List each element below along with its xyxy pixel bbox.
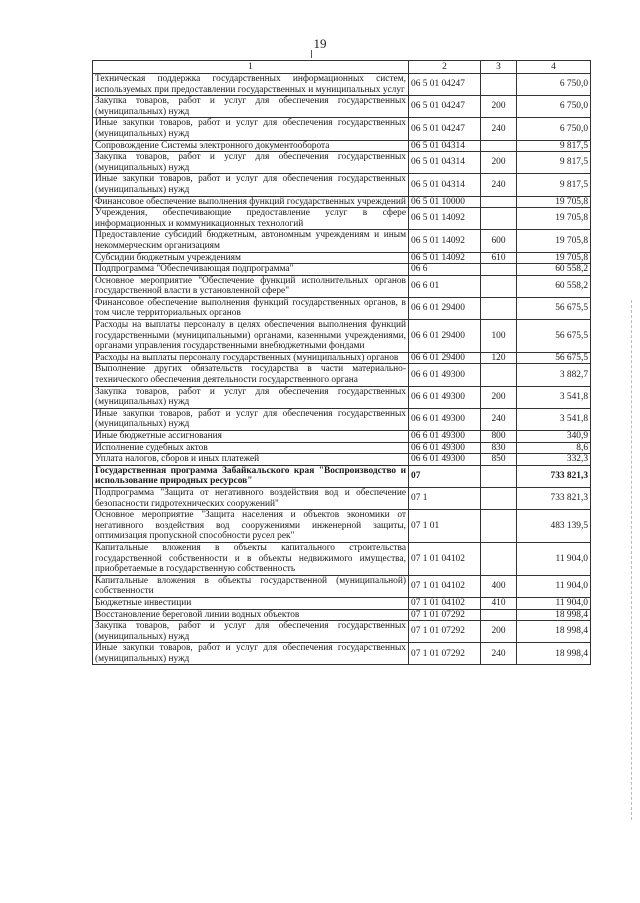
row-vr-cell: 240 [481, 118, 517, 140]
row-vr-cell [481, 609, 517, 621]
row-code-cell: 06 6 [409, 264, 481, 276]
row-sum-cell: 340,9 [517, 431, 591, 443]
row-sum-cell: 19 705,8 [517, 230, 591, 252]
table-row [93, 140, 591, 152]
row-sum-cell: 733 821,3 [517, 487, 591, 509]
table-row [93, 320, 591, 353]
row-code-cell: 06 6 01 49300 [409, 386, 481, 408]
row-sum-cell: 3 541,8 [517, 408, 591, 430]
row-vr-cell [481, 487, 517, 509]
row-code-cell: 07 1 01 07292 [409, 621, 481, 643]
row-name-cell: Иные закупки товаров, работ и услуг для обеспечения государственных (муниципальных) нужд [93, 174, 409, 196]
row-vr-cell: 240 [481, 174, 517, 196]
row-vr-cell [481, 196, 517, 208]
row-code-cell: 06 6 01 49300 [409, 431, 481, 443]
table-row [93, 264, 591, 276]
row-vr-cell: 200 [481, 621, 517, 643]
row-code-cell: 06 5 01 14092 [409, 252, 481, 264]
row-name-cell: Закупка товаров, работ и услуг для обеспечения государственных (муниципальных) нужд [93, 621, 409, 643]
row-code-cell: 06 6 01 29400 [409, 352, 481, 364]
row-vr-cell: 400 [481, 575, 517, 597]
table-row [93, 487, 591, 509]
row-name-cell: Учреждения, обеспечивающие предоставление услуг в сфере информационных и коммуникационных технологий [93, 208, 409, 230]
row-sum-cell: 56 675,5 [517, 320, 591, 353]
table-row [93, 364, 591, 386]
row-vr-cell: 100 [481, 320, 517, 353]
row-sum-cell: 19 705,8 [517, 208, 591, 230]
header-vr-column: 3 [481, 61, 517, 74]
row-code-cell: 06 5 01 04247 [409, 96, 481, 118]
row-name-cell: Расходы на выплаты персоналу в целях обеспечения выполнения функций государственными (муниципальными) органами, казенными учреждениями, органами управления государственными внебюджетными фондами [93, 320, 409, 353]
row-code-cell: 06 5 01 14092 [409, 208, 481, 230]
table-row [93, 196, 591, 208]
row-code-cell: 07 [409, 465, 481, 487]
table-row [93, 297, 591, 319]
table-row [93, 174, 591, 196]
row-code-cell: 07 1 01 04102 [409, 575, 481, 597]
row-name-cell: Финансовое обеспечение выполнения функций государственных учреждений [93, 196, 409, 208]
row-sum-cell: 18 998,4 [517, 643, 591, 665]
page-binding-mark [311, 50, 312, 58]
row-code-cell: 07 1 01 07292 [409, 643, 481, 665]
row-name-cell: Иные закупки товаров, работ и услуг для обеспечения государственных (муниципальных) нужд [93, 408, 409, 430]
table-row [93, 609, 591, 621]
row-sum-cell: 6 750,0 [517, 118, 591, 140]
table-row [93, 230, 591, 252]
row-sum-cell: 60 558,2 [517, 275, 591, 297]
row-vr-cell [481, 74, 517, 96]
scan-edge-marks [630, 300, 632, 820]
row-name-cell: Основное мероприятие "Обеспечение функций исполнительных органов государственной власти в установленной сфере" [93, 275, 409, 297]
row-name-cell: Субсидии бюджетным учреждениям [93, 252, 409, 264]
table-row [93, 643, 591, 665]
table-body [93, 74, 591, 665]
row-code-cell: 06 6 01 49300 [409, 408, 481, 430]
row-vr-cell: 200 [481, 152, 517, 174]
table-row [93, 352, 591, 364]
table-row [93, 252, 591, 264]
row-sum-cell: 19 705,8 [517, 196, 591, 208]
table-row [93, 96, 591, 118]
row-code-cell: 06 6 01 49300 [409, 364, 481, 386]
row-name-cell: Выполнение других обязательств государства в части материально-технического обеспечения деятельности государственного органа [93, 364, 409, 386]
row-name-cell: Восстановление береговой линии водных объектов [93, 609, 409, 621]
page-number: 19 [313, 36, 327, 51]
row-name-cell: Исполнение судебных актов [93, 442, 409, 454]
row-vr-cell: 120 [481, 352, 517, 364]
row-sum-cell: 332,3 [517, 454, 591, 466]
row-name-cell: Капитальные вложения в объекты капитального строительства государственной собственности и в объекты недвижимого имущества, приобретаемые в государственную собственность [93, 542, 409, 575]
row-vr-cell: 600 [481, 230, 517, 252]
row-name-cell: Предоставление субсидий бюджетным, автономным учреждениям и иным некоммерческим организациям [93, 230, 409, 252]
row-sum-cell: 8,6 [517, 442, 591, 454]
row-vr-cell: 410 [481, 597, 517, 609]
table-row [93, 74, 591, 96]
row-vr-cell: 610 [481, 252, 517, 264]
row-sum-cell: 6 750,0 [517, 74, 591, 96]
row-code-cell: 06 5 01 04314 [409, 174, 481, 196]
row-code-cell: 06 6 01 49300 [409, 442, 481, 454]
row-code-cell: 06 6 01 [409, 275, 481, 297]
row-code-cell: 07 1 01 [409, 510, 481, 543]
table-header-row [93, 61, 591, 74]
row-sum-cell: 11 904,0 [517, 542, 591, 575]
row-name-cell: Уплата налогов, сборов и иных платежей [93, 454, 409, 466]
row-code-cell: 07 1 01 04102 [409, 597, 481, 609]
row-name-cell: Иные закупки товаров, работ и услуг для обеспечения государственных (муниципальных) нужд [93, 118, 409, 140]
row-vr-cell [481, 208, 517, 230]
row-code-cell: 06 5 01 04247 [409, 118, 481, 140]
row-sum-cell: 733 821,3 [517, 465, 591, 487]
row-vr-cell: 800 [481, 431, 517, 443]
row-name-cell: Закупка товаров, работ и услуг для обеспечения государственных (муниципальных) нужд [93, 152, 409, 174]
row-sum-cell: 9 817,5 [517, 140, 591, 152]
header-sum-column: 4 [517, 61, 591, 74]
row-name-cell: Закупка товаров, работ и услуг для обеспечения государственных (муниципальных) нужд [93, 386, 409, 408]
row-name-cell: Финансовое обеспечение выполнения функций государственных органов, в том числе территориальных органов [93, 297, 409, 319]
row-sum-cell: 3 541,8 [517, 386, 591, 408]
row-sum-cell: 18 998,4 [517, 609, 591, 621]
row-name-cell: Расходы на выплаты персоналу государственных (муниципальных) органов [93, 352, 409, 364]
row-vr-cell [481, 264, 517, 276]
table-row [93, 510, 591, 543]
table-row [93, 442, 591, 454]
row-sum-cell: 11 904,0 [517, 597, 591, 609]
row-code-cell: 06 5 01 04314 [409, 152, 481, 174]
row-code-cell: 07 1 01 04102 [409, 542, 481, 575]
row-code-cell: 07 1 [409, 487, 481, 509]
row-vr-cell: 200 [481, 96, 517, 118]
table-row [93, 454, 591, 466]
row-sum-cell: 6 750,0 [517, 96, 591, 118]
row-code-cell: 06 5 01 04247 [409, 74, 481, 96]
table-row [93, 408, 591, 430]
row-name-cell: Техническая поддержка государственных информационных систем, используемых при предоставлении государственных и муниципальных услуг [93, 74, 409, 96]
row-code-cell: 07 1 01 07292 [409, 609, 481, 621]
row-name-cell: Иные бюджетные ассигнования [93, 431, 409, 443]
row-vr-cell: 240 [481, 408, 517, 430]
row-name-cell: Сопровождение Системы электронного документооборота [93, 140, 409, 152]
row-code-cell: 06 6 01 29400 [409, 320, 481, 353]
table-row [93, 208, 591, 230]
table-row [93, 597, 591, 609]
table-row [93, 465, 591, 487]
header-name-column: 1 [93, 61, 409, 74]
row-vr-cell [481, 140, 517, 152]
table-row [93, 621, 591, 643]
row-vr-cell [481, 465, 517, 487]
row-vr-cell: 850 [481, 454, 517, 466]
row-sum-cell: 60 558,2 [517, 264, 591, 276]
row-name-cell: Подпрограмма "Обеспечивающая подпрограмма" [93, 264, 409, 276]
table-row [93, 431, 591, 443]
row-vr-cell [481, 364, 517, 386]
row-name-cell: Иные закупки товаров, работ и услуг для обеспечения государственных (муниципальных) нужд [93, 643, 409, 665]
row-sum-cell: 9 817,5 [517, 174, 591, 196]
row-sum-cell: 3 882,7 [517, 364, 591, 386]
row-vr-cell: 240 [481, 643, 517, 665]
row-code-cell: 06 5 01 04314 [409, 140, 481, 152]
row-sum-cell: 56 675,5 [517, 297, 591, 319]
table-row [93, 575, 591, 597]
row-code-cell: 06 6 01 49300 [409, 454, 481, 466]
row-sum-cell: 9 817,5 [517, 152, 591, 174]
row-vr-cell [481, 542, 517, 575]
table-row [93, 386, 591, 408]
row-sum-cell: 19 705,8 [517, 252, 591, 264]
row-sum-cell: 18 998,4 [517, 621, 591, 643]
row-code-cell: 06 6 01 29400 [409, 297, 481, 319]
row-vr-cell [481, 275, 517, 297]
row-sum-cell: 11 904,0 [517, 575, 591, 597]
header-code-column: 2 [409, 61, 481, 74]
budget-table [92, 60, 591, 665]
row-name-cell: Государственная программа Забайкальского края "Воспроизводство и использование природных ресурсов" [93, 465, 409, 487]
row-vr-cell: 830 [481, 442, 517, 454]
table-row [93, 152, 591, 174]
row-name-cell: Капитальные вложения в объекты государственной (муниципальной) собственности [93, 575, 409, 597]
table-row [93, 275, 591, 297]
row-code-cell: 06 5 01 14092 [409, 230, 481, 252]
table-row [93, 118, 591, 140]
row-sum-cell: 483 139,5 [517, 510, 591, 543]
row-name-cell: Бюджетные инвестиции [93, 597, 409, 609]
row-sum-cell: 56 675,5 [517, 352, 591, 364]
row-name-cell: Подпрограмма "Защита от негативного воздействия вод и обеспечение безопасности гидротехнических сооружений" [93, 487, 409, 509]
row-vr-cell [481, 510, 517, 543]
table-row [93, 542, 591, 575]
row-vr-cell [481, 297, 517, 319]
row-name-cell: Основное мероприятие "Защита населения и объектов экономики от негативного воздействия вод сооружениями инженерной защиты, оптимизация пропускной способности русел рек" [93, 510, 409, 543]
row-name-cell: Закупка товаров, работ и услуг для обеспечения государственных (муниципальных) нужд [93, 96, 409, 118]
row-code-cell: 06 5 01 10000 [409, 196, 481, 208]
row-vr-cell: 200 [481, 386, 517, 408]
